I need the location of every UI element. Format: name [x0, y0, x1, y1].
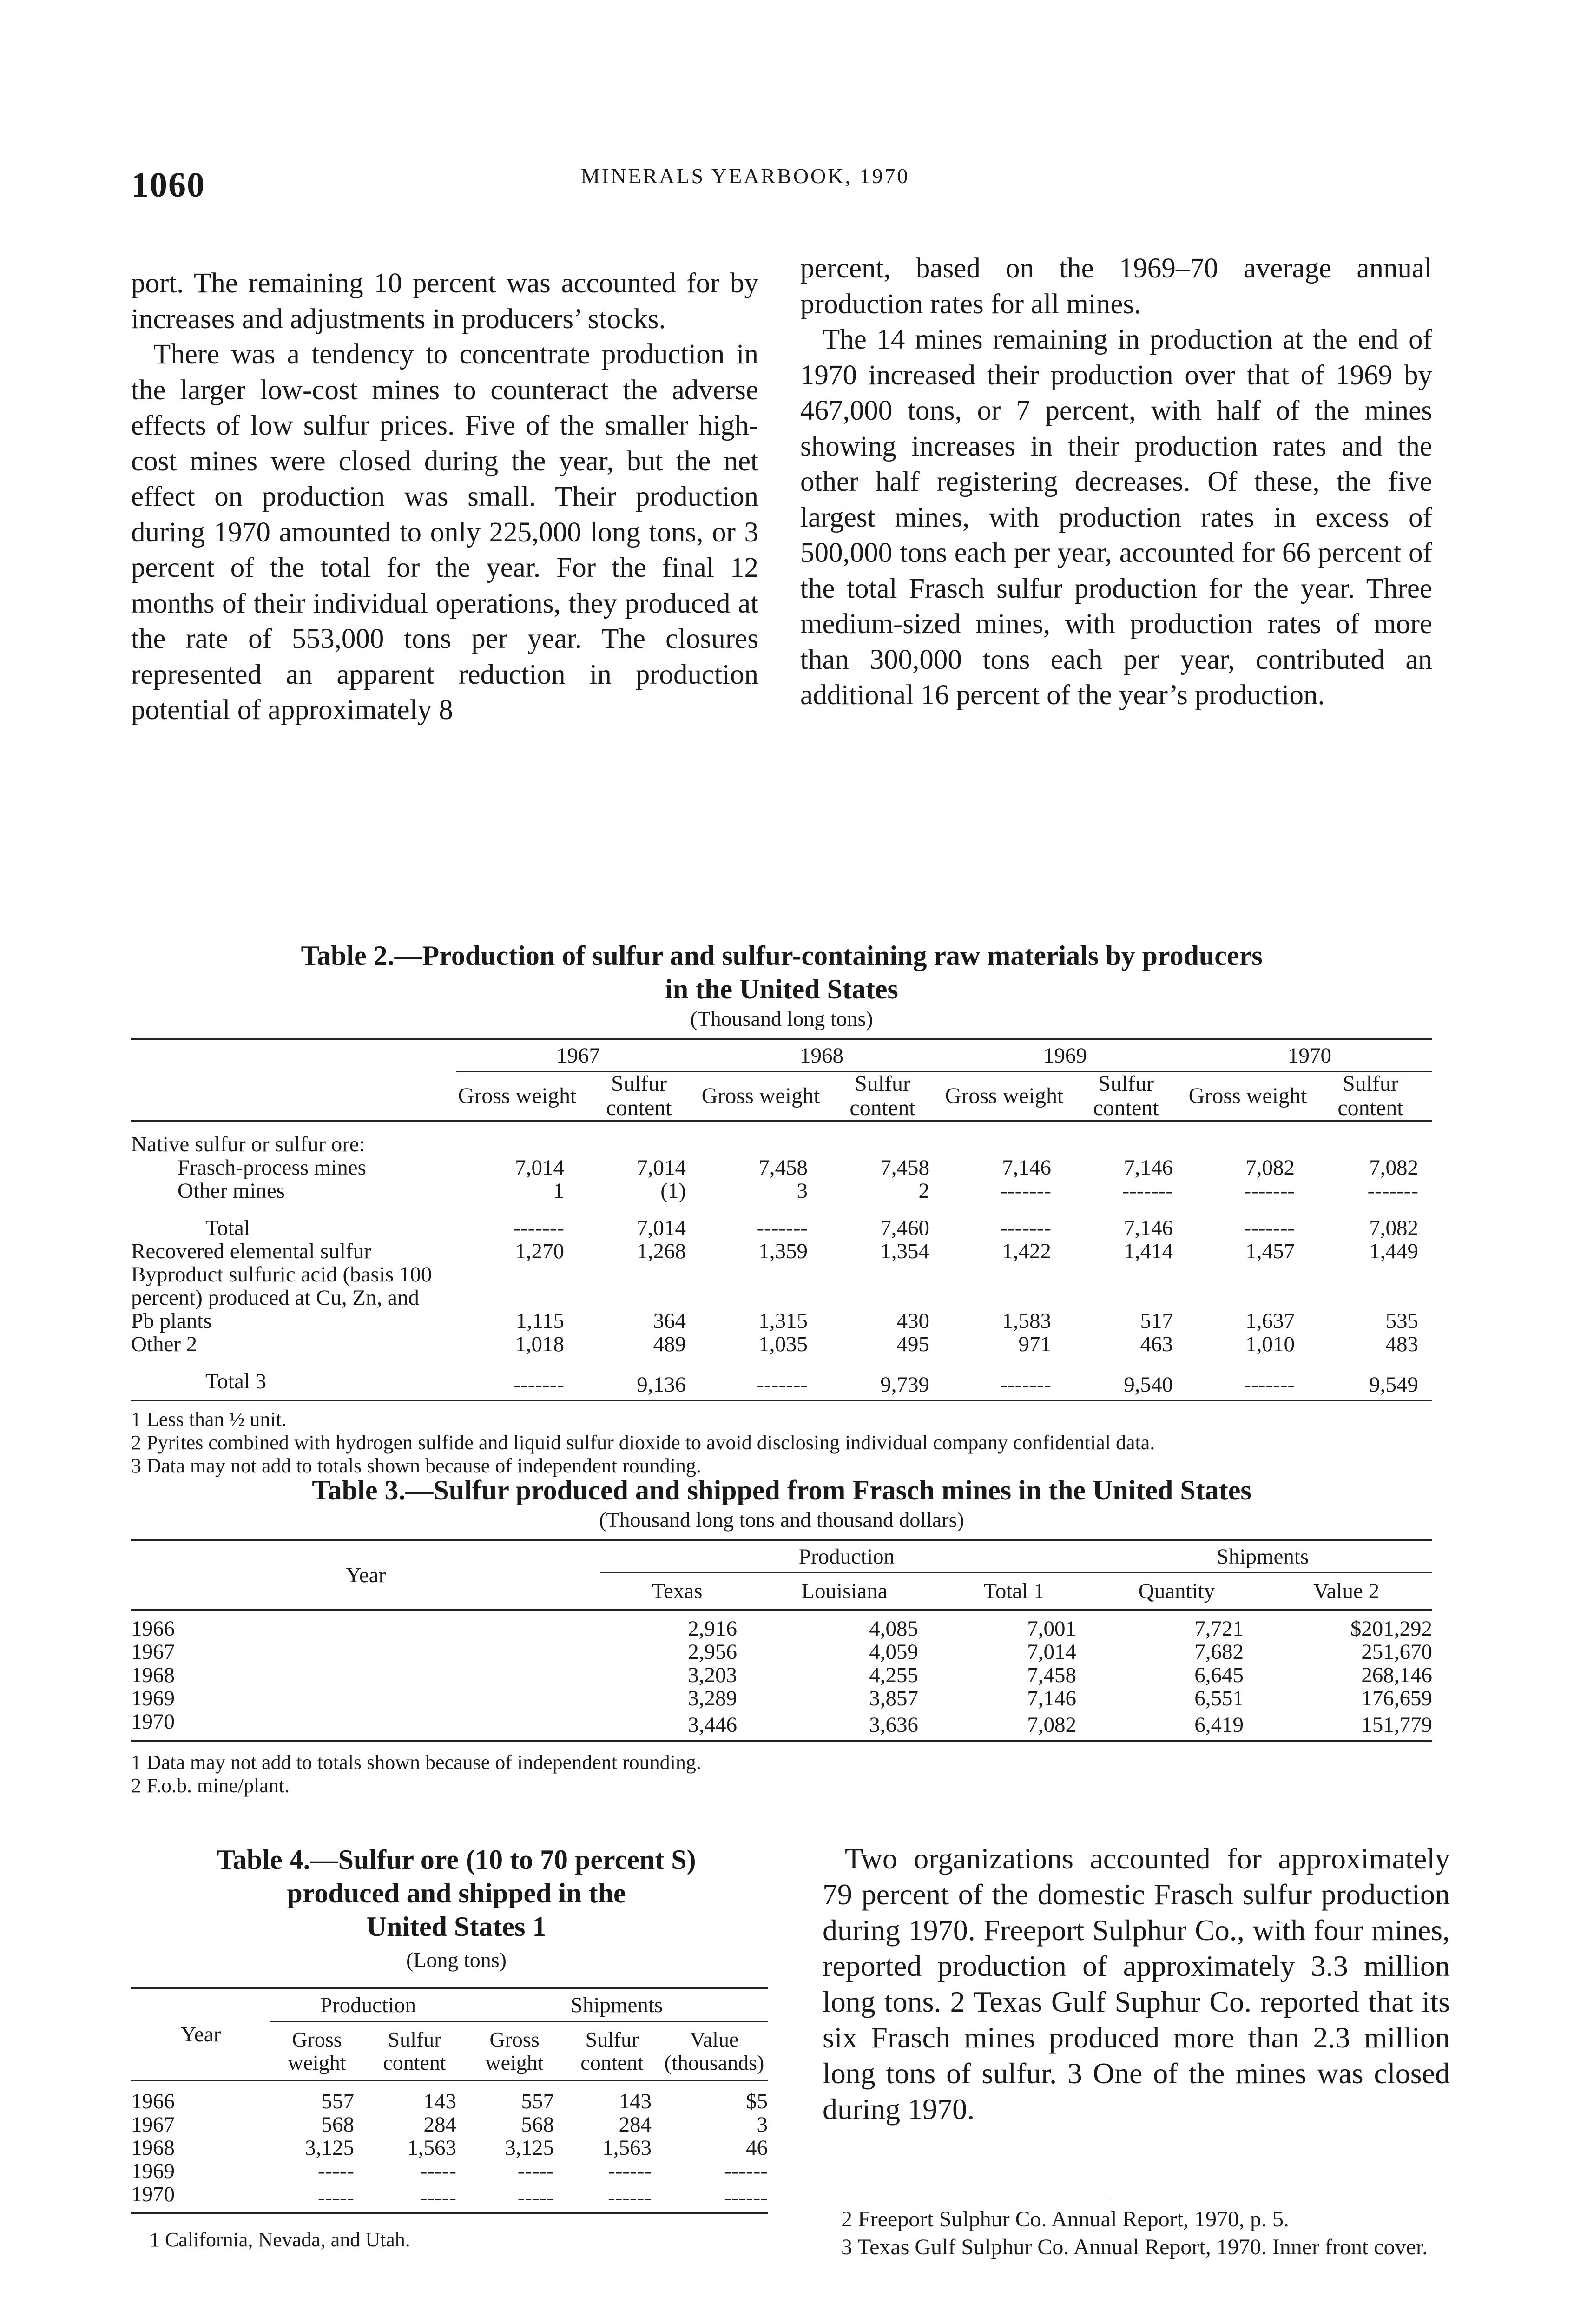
table-2-row-label: Total 3 [205, 1369, 267, 1393]
right-column-text [800, 251, 1432, 713]
table-2-cell: 495 [896, 1332, 929, 1356]
table-4-cell: 568 [521, 2113, 554, 2137]
table-2-col-gross: Gross weight [1188, 1083, 1307, 1108]
table-2-col-gross: Gross weight [945, 1083, 1064, 1108]
table-2-cell: 1,422 [1002, 1239, 1051, 1263]
table-4-cell: 1,563 [602, 2136, 652, 2160]
table-2-footnote-2: 2 Pyrites combined with hydrogen sulfide and liquid sulfur dioxide to avoid disclosing individual company confidential data. [131, 1431, 1155, 1454]
table-2-cell: ------- [1000, 1373, 1051, 1397]
table-4-year: 1970 [131, 2182, 175, 2206]
table-4-cell: ----- [517, 2159, 554, 2183]
table-3-cell: 2,916 [688, 1617, 737, 1641]
table-4-cell: 3,125 [505, 2136, 554, 2160]
table-2-cell: ------- [1244, 1216, 1295, 1240]
table-2-cell: ------- [1000, 1179, 1051, 1203]
table-3-cell: 4,255 [869, 1663, 918, 1687]
table-2-row-label: Frasch-process mines [178, 1155, 366, 1180]
table-3-grid [131, 1539, 1432, 1742]
table-3-cell: 7,458 [1027, 1663, 1076, 1687]
table-4-cell: 143 [423, 2089, 456, 2113]
table-row [131, 2081, 768, 2113]
left-paragraph-2: There was a tendency to concentrate production in the larger low-cost mines to counteract the adverse effects of low sulfur prices. Five of the smaller high-cost mines were closed during the year, but the net effect on production was small. Their production during 1970 amounted to only 225,000 long tons, or 3 percent of the total for the year. For the final 12 months of their individual operations, they produced at the rate of 553,000 tons per year. The closures represented an apparent reduction in production potential of approximately 8 [131, 339, 758, 726]
table-2-year-1968: 1968 [700, 1039, 943, 1071]
table-4-cell: 284 [423, 2113, 456, 2137]
table-4-cell: 3,125 [305, 2136, 354, 2160]
table-3-year: 1967 [131, 1640, 175, 1664]
table-row [131, 1179, 1432, 1202]
table-2-row-label: Total [205, 1216, 250, 1240]
table-2-cell: 1,010 [1245, 1332, 1295, 1356]
table-2-cell: 9,549 [1369, 1373, 1418, 1397]
left-column-text [131, 266, 758, 728]
table-3-footnote-2: 2 F.o.b. mine/plant. [131, 1774, 290, 1797]
table-row [131, 1664, 1432, 1687]
table-3-cell: 3,636 [869, 1713, 918, 1737]
table-2-cell: 2 [918, 1179, 929, 1203]
table-2-row-label: Other mines [178, 1179, 285, 1203]
table-4-cell: ------ [724, 2185, 768, 2210]
table-4-cell: ----- [317, 2185, 354, 2210]
table-row [131, 1356, 1432, 1400]
table-3-year: 1969 [131, 1686, 175, 1710]
table-2-cell: 7,458 [880, 1155, 929, 1180]
table-4-cell: 1,563 [407, 2136, 456, 2160]
table-2-cell: ------- [1122, 1179, 1173, 1203]
table-2-cell: 7,014 [637, 1216, 686, 1240]
table-row [131, 1156, 1432, 1179]
footnote-2: 2 Freeport Sulphur Co. Annual Report, 1970, p. 5. [841, 2207, 1289, 2232]
table-3-cell: 7,014 [1027, 1640, 1076, 1664]
table-2-cell: 7,014 [515, 1155, 564, 1180]
table-4-cell: 557 [321, 2089, 354, 2113]
table-2-cell: ------- [1244, 1179, 1295, 1203]
table-2-col-sulfur: Sulfur content [606, 1071, 672, 1120]
table-2 [131, 939, 1432, 1478]
table-4-year: 1968 [131, 2136, 175, 2160]
table-2-subtitle: (Thousand long tons) [690, 1007, 873, 1030]
table-2-cell: ------- [1000, 1216, 1051, 1240]
table-2-cell: 483 [1385, 1332, 1418, 1356]
table-4-cell: ----- [517, 2185, 554, 2210]
running-title: MINERALS YEARBOOK, 1970 [581, 164, 910, 188]
table-2-cell: 1 [553, 1179, 564, 1203]
table-2-year-1970: 1970 [1187, 1039, 1432, 1071]
table-2-footnote-1: 1 Less than ½ unit. [131, 1408, 287, 1431]
footnote-3: 3 Texas Gulf Sulphur Co. Annual Report, 1970. Inner front cover. [841, 2235, 1428, 2259]
table-2-cell: 1,637 [1245, 1309, 1295, 1333]
table-2-cell: 9,136 [637, 1373, 686, 1397]
table-2-cell: 7,146 [1124, 1155, 1173, 1180]
table-2-title-line1: Table 2.—Production of sulfur and sulfur-containing raw materials by producers [301, 940, 1263, 971]
table-3-cell: 3,857 [869, 1686, 918, 1710]
table-2-title-line2: in the United States [665, 974, 898, 1004]
table-2-year-1969: 1969 [943, 1039, 1187, 1071]
table-2-col-sulfur: Sulfur content [849, 1071, 915, 1120]
table-3-col-total: Total 1 [983, 1579, 1045, 1603]
table-row [131, 2136, 768, 2159]
table-3-col-year: Year [131, 1540, 600, 1610]
table-3-cell: 4,059 [869, 1640, 918, 1664]
table-2-cell: ------- [757, 1216, 808, 1240]
table-3-cell: 4,085 [869, 1617, 918, 1641]
table-2-cell: 7,082 [1369, 1216, 1418, 1240]
table-4-cell: ------ [724, 2159, 768, 2183]
table-4-cell: 3 [757, 2113, 768, 2137]
table-4 [131, 1843, 782, 2251]
table-4-col-production: Production [270, 1988, 466, 2022]
table-2-cell: 517 [1140, 1309, 1173, 1333]
table-3-cell: 7,682 [1194, 1640, 1244, 1664]
table-2-row-label: Byproduct sulfuric acid (basis 100 percent) produced at Cu, Zn, and Pb plants [131, 1262, 432, 1333]
table-2-cell: 7,082 [1369, 1155, 1418, 1180]
table-3-cell: 151,779 [1361, 1713, 1432, 1737]
table-4-col-gross: Gross weight [485, 2027, 544, 2074]
table-4-col-sulfur: Sulfur content [383, 2027, 446, 2074]
table-3-cell: 7,001 [1027, 1617, 1076, 1641]
table-3-col-production: Production [600, 1540, 1093, 1572]
table-3 [131, 1473, 1432, 1797]
table-4-cell: 143 [619, 2089, 652, 2113]
table-row [131, 1240, 1432, 1263]
table-2-cell: ------- [513, 1216, 564, 1240]
table-3-cell: 3,446 [688, 1713, 737, 1737]
table-row [131, 2183, 768, 2213]
table-3-cell: 6,551 [1194, 1686, 1244, 1710]
table-4-subtitle: (Long tons) [406, 1948, 507, 1972]
closing-footnotes-text [823, 2205, 1450, 2261]
table-2-cell: 7,146 [1124, 1216, 1173, 1240]
table-3-cell: 7,721 [1194, 1617, 1244, 1641]
table-3-year: 1966 [131, 1617, 175, 1641]
table-3-col-quantity: Quantity [1138, 1579, 1215, 1603]
table-2-cell: 1,449 [1369, 1239, 1418, 1263]
table-2-col-gross: Gross weight [458, 1083, 577, 1108]
table-3-year: 1968 [131, 1663, 175, 1687]
table-3-cell: 3,203 [688, 1663, 737, 1687]
table-row [131, 1687, 1432, 1710]
table-4-cell: 284 [619, 2113, 652, 2137]
table-2-cell: (1) [660, 1179, 686, 1203]
table-2-cell: 430 [896, 1309, 929, 1333]
table-4-cell: ------ [608, 2185, 652, 2210]
table-4-col-value: Value (thousands) [664, 2027, 764, 2074]
left-paragraph-1: port. The remaining 10 percent was accounted for by increases and adjustments in producers’ stocks. [131, 268, 758, 335]
table-2-col-sulfur: Sulfur content [1337, 1071, 1403, 1120]
table-2-row-label: Recovered elemental sulfur [131, 1239, 371, 1263]
table-3-title: Table 3.—Sulfur produced and shipped from Frasch mines in the United States [312, 1475, 1251, 1505]
table-2-cell: ------- [757, 1373, 808, 1397]
table-2-stub-native: Native sulfur or sulfur ore: [131, 1132, 365, 1156]
right-paragraph-2: The 14 mines remaining in production at the end of 1970 increased their production over that of 1969 by 467,000 tons, or 7 percent, with half of the mines showing increases in their production rates and the other half registering decreases. Of these, the five largest mines, with production rates in excess of 500,000 tons each per year, accounted for 66 percent of the total Frasch sulfur production for the year. Three medium-sized mines, with production rates of more than 300,000 tons each per year, contributed an additional 16 percent of the year’s production. [800, 324, 1432, 711]
table-4-cell: $5 [746, 2089, 768, 2113]
table-4-grid [131, 1987, 768, 2214]
table-3-cell: 2,956 [688, 1640, 737, 1664]
table-2-cell: 3 [797, 1179, 808, 1203]
table-2-cell: ------- [513, 1373, 564, 1397]
table-4-cell: ----- [420, 2159, 456, 2183]
table-4-cell: 557 [521, 2089, 554, 2113]
table-3-cell: 7,146 [1027, 1686, 1076, 1710]
table-3-cell: 6,419 [1194, 1713, 1244, 1737]
table-2-cell: 7,082 [1245, 1155, 1295, 1180]
page-number: 1060 [131, 165, 205, 205]
table-4-cell: ------ [608, 2159, 652, 2183]
right-paragraph-1: percent, based on the 1969–70 average annual production rates for all mines. [800, 253, 1432, 320]
table-4-year: 1966 [131, 2089, 175, 2113]
table-3-cell: 176,659 [1361, 1686, 1432, 1710]
table-3-cell: $201,292 [1350, 1617, 1432, 1641]
table-2-cell: 971 [1018, 1332, 1051, 1356]
closing-text: Two organizations accounted for approximately 79 percent of the domestic Frasch sulfur production during 1970. Freeport Sulphur Co., with four mines, reported production of approximately 3.3 million long tons. 2 Texas Gulf Suphur Co. reported that its six Frasch mines produced more than 2.3 million long tons of sulfur. 3 One of the mines was closed during 1970. [823, 1842, 1450, 2126]
table-row [131, 1610, 1432, 1641]
table-4-year: 1967 [131, 2113, 175, 2137]
table-2-cell: 1,270 [515, 1239, 564, 1263]
table-3-subtitle: (Thousand long tons and thousand dollars) [599, 1508, 964, 1532]
table-3-cell: 6,645 [1194, 1663, 1244, 1687]
table-4-cell: ----- [317, 2159, 354, 2183]
table-3-cell: 251,670 [1361, 1640, 1432, 1664]
table-4-title-line2: produced and shipped in the [287, 1878, 626, 1908]
table-2-cell: 9,540 [1124, 1373, 1173, 1397]
table-2-cell: 489 [653, 1332, 686, 1356]
table-3-col-shipments: Shipments [1093, 1540, 1432, 1572]
table-2-cell: 364 [653, 1309, 686, 1333]
table-row [131, 1202, 1432, 1240]
table-4-cell: 568 [321, 2113, 354, 2137]
table-4-col-shipments: Shipments [466, 1988, 768, 2022]
closing-paragraph [823, 1841, 1450, 2127]
table-3-col-louisiana: Louisiana [801, 1579, 888, 1603]
table-2-footnote-3: 3 Data may not add to totals shown because of independent rounding. [131, 1454, 701, 1477]
table-2-cell: ------- [1244, 1373, 1295, 1397]
table-2-year-1967: 1967 [456, 1039, 700, 1071]
table-4-col-sulfur: Sulfur content [580, 2027, 644, 2074]
table-2-cell: 7,460 [880, 1216, 929, 1240]
table-2-cell: 1,354 [880, 1239, 929, 1263]
table-row [131, 2113, 768, 2136]
table-2-cell: 463 [1140, 1332, 1173, 1356]
table-2-row-label: Other 2 [131, 1332, 198, 1356]
table-3-footnote-1: 1 Data may not add to totals shown because of independent rounding. [131, 1751, 701, 1774]
table-2-col-sulfur: Sulfur content [1093, 1071, 1159, 1120]
table-3-year: 1970 [131, 1710, 175, 1734]
table-2-cell: ------- [1367, 1179, 1418, 1203]
table-row [131, 1333, 1432, 1356]
table-2-cell: 1,583 [1002, 1309, 1051, 1333]
table-2-col-gross: Gross weight [701, 1083, 820, 1108]
table-4-title-line3: United States 1 [366, 1911, 547, 1942]
closing-footnotes [823, 2199, 1111, 2204]
table-4-cell: 46 [746, 2136, 768, 2160]
table-row [131, 1263, 1432, 1333]
table-3-cell: 3,289 [688, 1686, 737, 1710]
table-2-cell: 7,458 [758, 1155, 808, 1180]
table-3-col-value: Value 2 [1313, 1579, 1380, 1603]
table-3-cell: 7,082 [1027, 1713, 1076, 1737]
table-2-cell: 1,035 [758, 1332, 808, 1356]
table-4-footnote: 1 California, Nevada, and Utah. [150, 2228, 410, 2251]
table-2-cell: 9,739 [880, 1373, 929, 1397]
table-4-title-line1: Table 4.—Sulfur ore (10 to 70 percent S) [217, 1844, 696, 1875]
table-2-cell: 7,014 [637, 1155, 686, 1180]
table-2-cell: 535 [1385, 1309, 1418, 1333]
table-4-cell: ----- [420, 2185, 456, 2210]
table-4-col-year: Year [131, 1988, 270, 2081]
table-row [131, 2159, 768, 2183]
table-4-col-gross: Gross weight [288, 2027, 346, 2074]
table-2-cell: 1,115 [515, 1309, 564, 1333]
table-2-cell: 1,268 [637, 1239, 686, 1263]
table-4-year: 1969 [131, 2159, 175, 2183]
table-2-cell: 1,414 [1124, 1239, 1173, 1263]
table-2-grid [131, 1038, 1432, 1401]
table-2-cell: 1,359 [758, 1239, 808, 1263]
table-row [131, 1640, 1432, 1664]
table-3-cell: 268,146 [1361, 1663, 1432, 1687]
table-2-cell: 1,315 [758, 1309, 808, 1333]
table-row [131, 1710, 1432, 1741]
table-2-cell: 7,146 [1002, 1155, 1051, 1180]
table-2-cell: 1,457 [1245, 1239, 1295, 1263]
table-3-col-texas: Texas [652, 1579, 703, 1603]
table-2-cell: 1,018 [515, 1332, 564, 1356]
